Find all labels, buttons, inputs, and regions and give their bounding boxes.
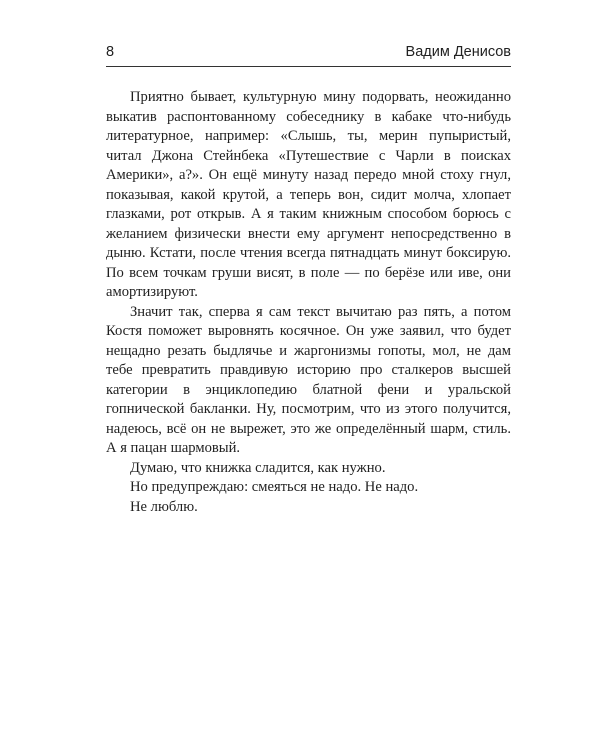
paragraph-4: Но предупреждаю: смеяться не надо. Не надо. — [130, 479, 419, 495]
paragraph-5: Не люблю. — [130, 498, 198, 515]
page-number: 8 — [106, 44, 115, 60]
paragraph-1: Приятно бывает, культурную мину подорвать, неожиданно выкатив распонтованному собеседнику в кабаке что-нибудь литературное, например: «Слышь, ты, мерин пупыристый, читал Джона Стейнбека «Путешествие с Чарли в поисках Америки», а?». Он ещё минуту назад передо мной стоху гнул, показывая, какой крутой, а теперь вон, сидит молча, хлопает глазками, рот открыв. А я таким книжным способом борюсь с желанием физически внести ему аргумент непосредственно в дыню. Кстати, после чтения всегда пятнадцать минут боксирую. По всем точкам груши висят, в поле — по берёзе или иве, они амортизируют. — [106, 89, 511, 300]
page-header — [106, 44, 511, 64]
header-rule — [106, 66, 511, 67]
paragraph-3: Думаю, что книжка сладится, как нужно. — [130, 459, 386, 476]
paragraph-2: Значит так, сперва я сам текст вычитаю раз пять, а потом Костя поможет выровнять косячное. Он уже заявил, что будет нещадно резать быдлячье и жаргонизмы гопоты, мол, не дам тебе превратить правдивую историю про сталкеров высшей категории в энциклопедию блатной фени и уральской гопнической бакланки. Ну, посмотрим, что из этого получится, надеюсь, всё он не вырежет, это же определённый шарм, стиль. А я пацан шармовый. — [106, 303, 511, 456]
body-text — [106, 88, 511, 517]
running-head-author: Вадим Денисов — [405, 44, 511, 60]
